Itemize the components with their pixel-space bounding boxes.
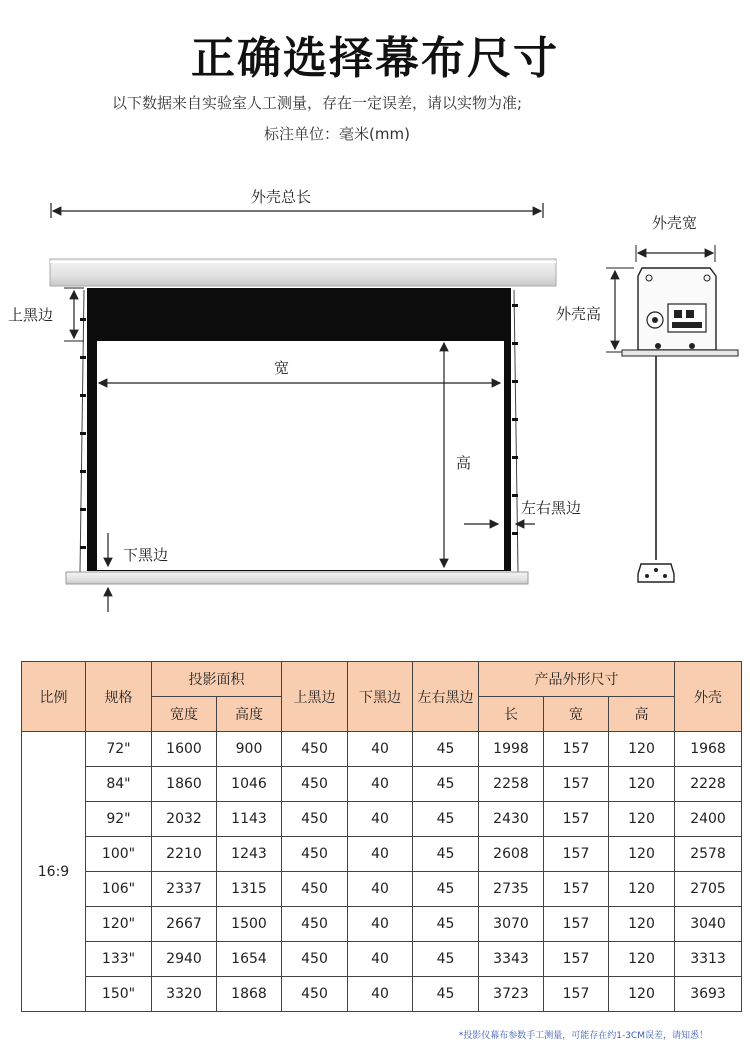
header-spec: 规格 xyxy=(86,662,152,732)
header-width: 宽度 xyxy=(152,697,217,732)
top-border-label: 上黑边 xyxy=(8,306,54,324)
cell-height: 1243 xyxy=(217,837,282,872)
cell-top-border: 450 xyxy=(282,767,348,802)
cell-height: 1868 xyxy=(217,977,282,1012)
shell-width-label: 外壳宽 xyxy=(652,214,698,232)
cell-width: 2210 xyxy=(152,837,217,872)
cell-product-height: 120 xyxy=(609,977,675,1012)
cell-width: 1600 xyxy=(152,732,217,767)
measurement-note: 以下数据来自实验室人工测量，存在一定误差，请以实物为准; xyxy=(112,94,523,112)
bottom-border-label: 下黑边 xyxy=(123,546,169,564)
cell-width: 2940 xyxy=(152,942,217,977)
cell-spec: 120" xyxy=(86,907,152,942)
cell-top-border: 450 xyxy=(282,942,348,977)
screen-housing xyxy=(50,259,556,286)
cell-product-width: 157 xyxy=(544,942,609,977)
cell-spec: 84" xyxy=(86,767,152,802)
cell-product-height: 120 xyxy=(609,732,675,767)
cell-product-width: 157 xyxy=(544,802,609,837)
housing-side-view xyxy=(606,245,738,582)
cell-length: 2258 xyxy=(479,767,544,802)
cell-shell: 3040 xyxy=(675,907,742,942)
cell-bottom-border: 40 xyxy=(348,767,413,802)
width-label: 宽 xyxy=(274,359,290,377)
header-length: 长 xyxy=(479,697,544,732)
cell-product-width: 157 xyxy=(544,837,609,872)
cell-shell: 2705 xyxy=(675,872,742,907)
cell-spec: 150" xyxy=(86,977,152,1012)
table-row xyxy=(22,942,742,977)
cell-side-border: 45 xyxy=(413,837,479,872)
cell-shell: 1968 xyxy=(675,732,742,767)
cell-shell: 2228 xyxy=(675,767,742,802)
cell-top-border: 450 xyxy=(282,732,348,767)
cell-length: 2735 xyxy=(479,872,544,907)
cell-bottom-border: 40 xyxy=(348,872,413,907)
cell-spec: 72" xyxy=(86,732,152,767)
cell-side-border: 45 xyxy=(413,802,479,837)
cell-product-width: 157 xyxy=(544,872,609,907)
cell-width: 1860 xyxy=(152,767,217,802)
table-row xyxy=(22,837,742,872)
height-label: 高 xyxy=(456,454,472,472)
cell-product-height: 120 xyxy=(609,767,675,802)
cell-side-border: 45 xyxy=(413,907,479,942)
cell-length: 2430 xyxy=(479,802,544,837)
cell-height: 1315 xyxy=(217,872,282,907)
cell-bottom-border: 40 xyxy=(348,977,413,1012)
cell-product-height: 120 xyxy=(609,802,675,837)
cell-height: 1654 xyxy=(217,942,282,977)
cell-length: 3070 xyxy=(479,907,544,942)
cell-shell: 2400 xyxy=(675,802,742,837)
shell-height-label: 外壳高 xyxy=(556,305,602,323)
page-title: 正确选择幕布尺寸 xyxy=(191,33,559,84)
cell-spec: 92" xyxy=(86,802,152,837)
cell-top-border: 450 xyxy=(282,977,348,1012)
cell-width: 2032 xyxy=(152,802,217,837)
cell-product-height: 120 xyxy=(609,942,675,977)
cell-shell: 3313 xyxy=(675,942,742,977)
table-row xyxy=(22,907,742,942)
table-row xyxy=(22,732,742,767)
cell-side-border: 45 xyxy=(413,767,479,802)
cell-width: 3320 xyxy=(152,977,217,1012)
cell-side-border: 45 xyxy=(413,732,479,767)
cell-height: 1046 xyxy=(217,767,282,802)
cell-length: 3723 xyxy=(479,977,544,1012)
header-top-border: 上黑边 xyxy=(282,662,348,732)
cell-bottom-border: 40 xyxy=(348,732,413,767)
cell-top-border: 450 xyxy=(282,837,348,872)
cell-product-width: 157 xyxy=(544,767,609,802)
header-side-border: 左右黑边 xyxy=(413,662,479,732)
cell-spec: 100" xyxy=(86,837,152,872)
header-product-size: 产品外形尺寸 xyxy=(479,662,675,697)
cell-bottom-border: 40 xyxy=(348,802,413,837)
footnote: *投影仪幕布参数手工测量，可能存在约1-3CM误差，请知悉！ xyxy=(458,1031,708,1041)
cell-product-height: 120 xyxy=(609,872,675,907)
cell-product-width: 157 xyxy=(544,732,609,767)
header-bottom-border: 下黑边 xyxy=(348,662,413,732)
cell-shell: 2578 xyxy=(675,837,742,872)
table-row xyxy=(22,802,742,837)
cell-spec: 106" xyxy=(86,872,152,907)
cell-top-border: 450 xyxy=(282,802,348,837)
cell-product-width: 157 xyxy=(544,977,609,1012)
total-length-label: 外壳总长 xyxy=(251,188,312,206)
table-body xyxy=(22,732,742,1012)
table-header-row xyxy=(22,662,742,697)
cell-side-border: 45 xyxy=(413,872,479,907)
table-row xyxy=(22,767,742,802)
top-border-dimension xyxy=(64,288,84,341)
cell-bottom-border: 40 xyxy=(348,942,413,977)
size-spec-table xyxy=(21,661,742,1012)
header-product-width: 宽 xyxy=(544,697,609,732)
header-projection-area: 投影面积 xyxy=(152,662,282,697)
cell-top-border: 450 xyxy=(282,907,348,942)
cell-top-border: 450 xyxy=(282,872,348,907)
cell-product-height: 120 xyxy=(609,907,675,942)
cell-height: 1143 xyxy=(217,802,282,837)
cell-length: 3343 xyxy=(479,942,544,977)
cell-product-height: 120 xyxy=(609,837,675,872)
cell-bottom-border: 40 xyxy=(348,837,413,872)
table-row xyxy=(22,977,742,1012)
table-row xyxy=(22,872,742,907)
cell-side-border: 45 xyxy=(413,977,479,1012)
header-height: 高度 xyxy=(217,697,282,732)
cell-length: 1998 xyxy=(479,732,544,767)
cell-bottom-border: 40 xyxy=(348,907,413,942)
cell-ratio: 16:9 xyxy=(22,732,86,1012)
unit-note: 标注单位：毫米(mm) xyxy=(264,125,410,143)
cell-product-width: 157 xyxy=(544,907,609,942)
header-shell: 外壳 xyxy=(675,662,742,732)
side-border-label: 左右黑边 xyxy=(521,499,582,517)
cell-shell: 3693 xyxy=(675,977,742,1012)
header-product-height: 高 xyxy=(609,697,675,732)
cell-width: 2667 xyxy=(152,907,217,942)
cell-spec: 133" xyxy=(86,942,152,977)
cell-width: 2337 xyxy=(152,872,217,907)
cell-length: 2608 xyxy=(479,837,544,872)
cell-side-border: 45 xyxy=(413,942,479,977)
cell-height: 900 xyxy=(217,732,282,767)
cell-height: 1500 xyxy=(217,907,282,942)
screen-canvas xyxy=(66,288,528,584)
header-ratio: 比例 xyxy=(22,662,86,732)
screen-diagram xyxy=(0,180,750,620)
